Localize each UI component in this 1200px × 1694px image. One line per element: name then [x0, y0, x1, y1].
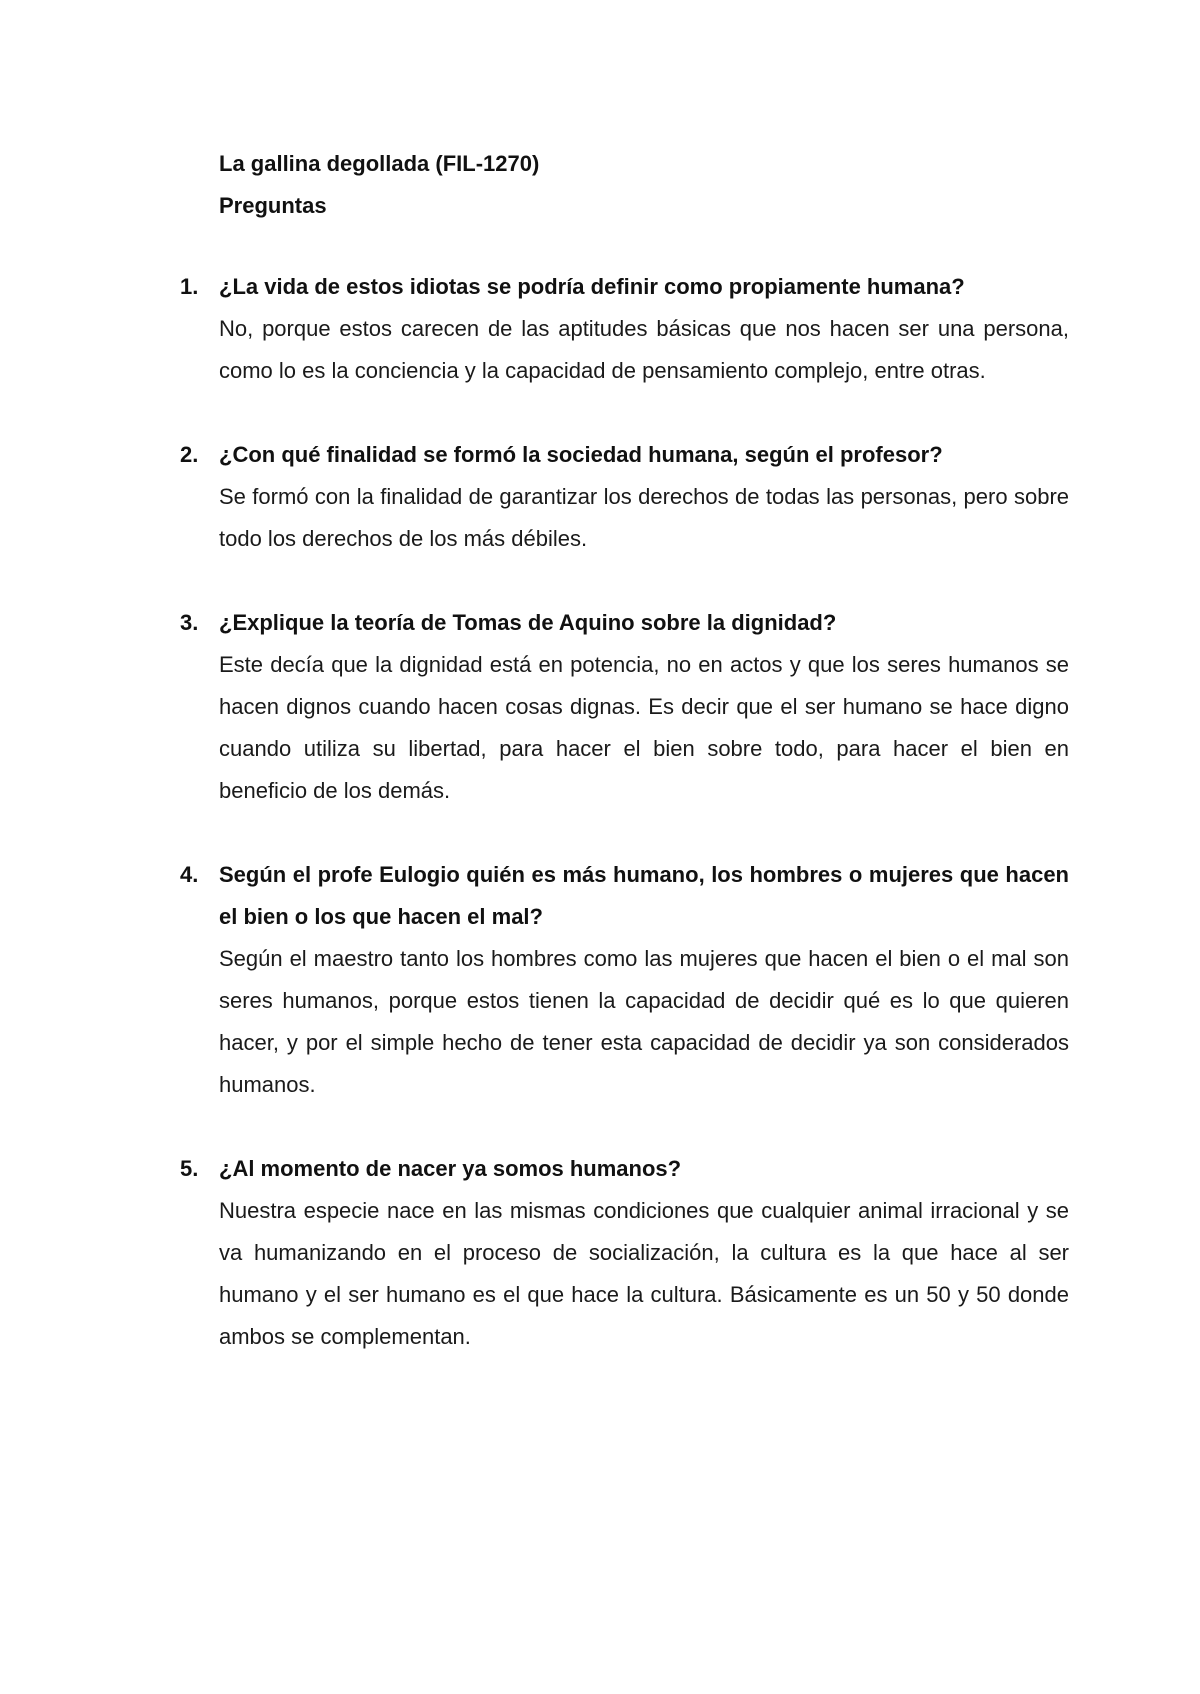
question-item-1 [180, 266, 1069, 392]
answer-text: No, porque estos carecen de las aptitudes básicas que nos hacen ser una persona, como lo es la conciencia y la capacidad de pensamiento complejo, entre otras. [219, 316, 1069, 383]
document-title: La gallina degollada (FIL-1270) [219, 151, 540, 176]
answer-text: Se formó con la finalidad de garantizar los derechos de todas las personas, pero sobre todo los derechos de los más débiles. [219, 484, 1069, 551]
answer-text: Según el maestro tanto los hombres como las mujeres que hacen el bien o el mal son seres humanos, porque estos tienen la capacidad de decidir qué es lo que quieren hacer, y por el simple hecho de tener esta capacidad de decidir ya son considerados humanos. [219, 946, 1069, 1097]
question-number: 2. [180, 442, 199, 467]
question-item-4 [180, 854, 1069, 1106]
answer-text: Este decía que la dignidad está en potencia, no en actos y que los seres humanos se hacen dignos cuando hacen cosas dignas. Es decir que el ser humano se hace digno cuando utiliza su libertad, para hacer el bien sobre todo, para hacer el bien en beneficio de los demás. [219, 652, 1069, 803]
question-text: ¿Al momento de nacer ya somos humanos? [219, 1156, 682, 1181]
question-number: 3. [180, 610, 199, 635]
answer-text: Nuestra especie nace en las mismas condiciones que cualquier animal irracional y se va humanizando en el proceso de socialización, la cultura es la que hace al ser humano y el ser humano es el que hace la cultura. Básicamente es un 50 y 50 donde ambos se complementan. [219, 1198, 1069, 1349]
document-subtitle: Preguntas [219, 193, 327, 218]
question-text: ¿Explique la teoría de Tomas de Aquino sobre la dignidad? [219, 610, 837, 635]
question-item-2 [180, 434, 1069, 560]
question-text: ¿Con qué finalidad se formó la sociedad humana, según el profesor? [219, 442, 943, 467]
question-text: ¿La vida de estos idiotas se podría definir como propiamente humana? [219, 274, 965, 299]
question-number: 5. [180, 1156, 199, 1181]
question-number: 4. [180, 862, 199, 887]
question-number: 1. [180, 274, 199, 299]
question-text: Según el profe Eulogio quién es más humano, los hombres o mujeres que hacen el bien o los que hacen el mal? [219, 862, 1069, 929]
question-list [180, 266, 1069, 1400]
question-item-5 [180, 1148, 1069, 1358]
question-item-3 [180, 602, 1069, 812]
document-header [219, 143, 1069, 227]
